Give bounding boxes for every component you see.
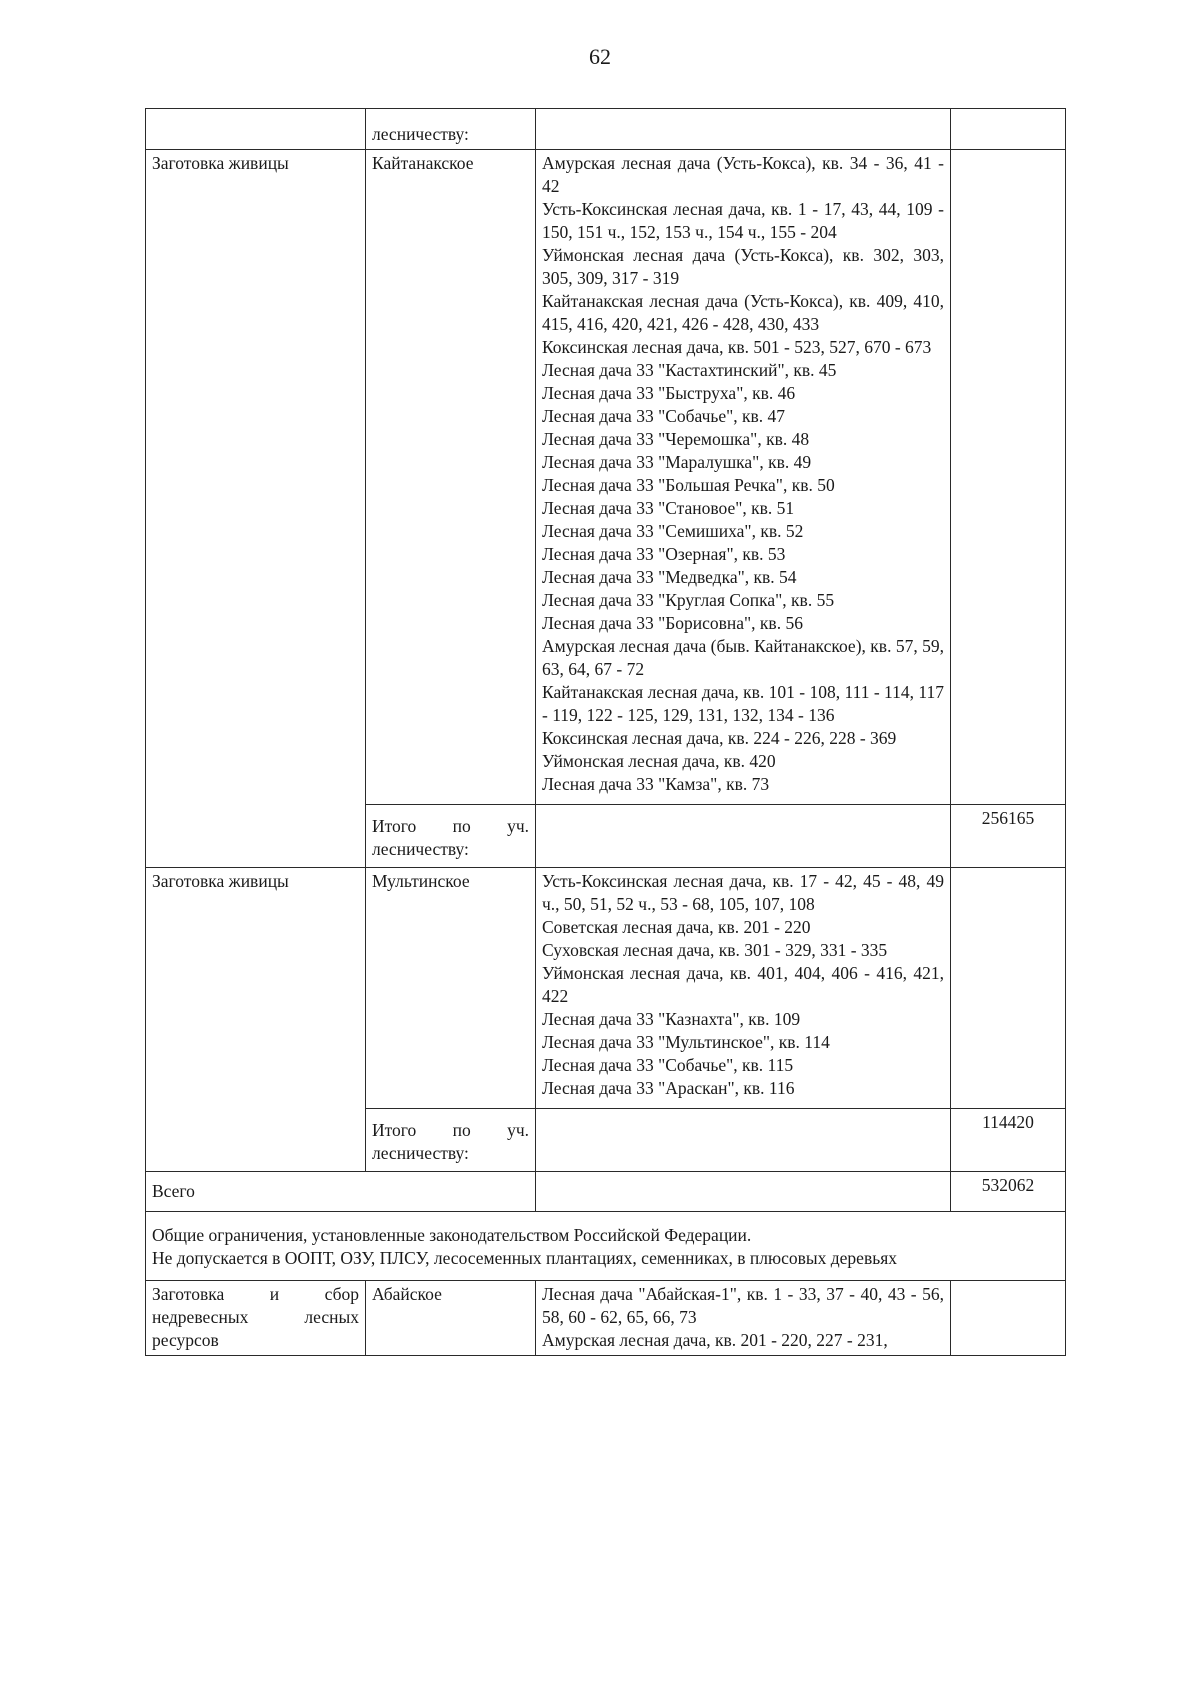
district-cell [366, 109, 536, 150]
grand-total-value: 532062 [981, 1175, 1035, 1195]
subtotal-label-cell [366, 1109, 536, 1172]
forest-use-table [145, 108, 1066, 1356]
location-item: Уймонская лесная дача, кв. 401, 404, 406 - 416, 421, 422 [542, 963, 944, 1006]
location-item: Лесная дача 33 "Мультинское", кв. 114 [542, 1032, 830, 1052]
volume-cell-empty [951, 150, 1066, 805]
volume-cell-empty [951, 109, 1066, 150]
location-item: Лесная дача 33 "Становое", кв. 51 [542, 498, 795, 518]
district-cell [366, 868, 536, 1109]
activity-cell [146, 150, 366, 868]
location-item: Советская лесная дача, кв. 201 - 220 [542, 917, 811, 937]
subtotal-label-line1: Итого по уч. [372, 1120, 529, 1140]
location-item: Суховская лесная дача, кв. 301 - 329, 331 - 335 [542, 940, 888, 960]
location-item: Уймонская лесная дача (Усть-Кокса), кв. 302, 303, 305, 309, 317 - 319 [542, 245, 944, 288]
restrictions-line: Общие ограничения, установленные законодательством Российской Федерации. [152, 1225, 752, 1245]
location-item: Кайтанакская лесная дача (Усть-Кокса), кв. 409, 410, 415, 416, 420, 421, 426 - 428, 430, 433 [542, 291, 944, 334]
district-label: лесничеству: [372, 124, 469, 144]
district-label: Абайское [372, 1284, 442, 1304]
location-item: Коксинская лесная дача, кв. 501 - 523, 527, 670 - 673 [542, 337, 932, 357]
locations-cell-empty [536, 109, 951, 150]
page-number: 62 [589, 44, 611, 69]
table-row-restrictions [146, 1212, 1066, 1281]
activity-cell [146, 868, 366, 1172]
location-item: Усть-Коксинская лесная дача, кв. 1 - 17, 43, 44, 109 - 150, 151 ч., 152, 153 ч., 154 ч., 155 - 204 [542, 199, 944, 242]
volume-cell-empty [951, 1281, 1066, 1356]
location-item: Лесная дача 33 "Араскан", кв. 116 [542, 1078, 795, 1098]
location-item: Лесная дача 33 "Большая Речка", кв. 50 [542, 475, 835, 495]
subtotal-label-line1: Итого по уч. [372, 816, 529, 836]
location-item: Лесная дача 33 "Черемошка", кв. 48 [542, 429, 810, 449]
subtotal-label-line2: лесничеству: [372, 1143, 469, 1163]
location-item: Лесная дача 33 "Борисовна", кв. 56 [542, 613, 803, 633]
location-item: Амурская лесная дача, кв. 201 - 220, 227 - 231, [542, 1330, 888, 1350]
table-row-grand-total [146, 1172, 1066, 1212]
district-label: Мультинское [372, 871, 470, 891]
grand-total-label-cell [146, 1172, 536, 1212]
location-item: Лесная дача 33 "Медведка", кв. 54 [542, 567, 797, 587]
subtotal-value-cell [951, 805, 1066, 868]
subtotal-label-line2: лесничеству: [372, 839, 469, 859]
table-row-kaitanak [146, 150, 1066, 805]
location-item: Кайтанакская лесная дача, кв. 101 - 108, 111 - 114, 117 - 119, 122 - 125, 129, 131, 132, 134 - 136 [542, 682, 944, 725]
location-item: Лесная дача 33 "Собачье", кв. 47 [542, 406, 786, 426]
restrictions-line: Не допускается в ООПТ, ОЗУ, ПЛСУ, лесосеменных плантациях, семенниках, в плюсовых деревьях [152, 1248, 897, 1268]
restrictions-cell [146, 1212, 1066, 1281]
location-item: Лесная дача 33 "Камза", кв. 73 [542, 774, 770, 794]
location-item: Лесная дача 33 "Круглая Сопка", кв. 55 [542, 590, 835, 610]
volume-cell-empty [951, 868, 1066, 1109]
location-item: Коксинская лесная дача, кв. 224 - 226, 228 - 369 [542, 728, 897, 748]
grand-total-value-cell [951, 1172, 1066, 1212]
district-label: Кайтанакское [372, 153, 474, 173]
activity-cell [146, 1281, 366, 1356]
subtotal-value-cell [951, 1109, 1066, 1172]
locations-cell [536, 1281, 951, 1356]
table-row-continuation [146, 109, 1066, 150]
table-row-abai [146, 1281, 1066, 1356]
location-item: Лесная дача 33 "Озерная", кв. 53 [542, 544, 786, 564]
location-item: Уймонская лесная дача, кв. 420 [542, 751, 776, 771]
activity-label: Заготовка и сбор недревесных лесных ресурсов [152, 1284, 359, 1350]
locations-cell-empty [536, 1172, 951, 1212]
locations-cell [536, 150, 951, 805]
location-item: Лесная дача 33 "Маралушка", кв. 49 [542, 452, 812, 472]
subtotal-value: 256165 [981, 808, 1035, 828]
location-item: Усть-Коксинская лесная дача, кв. 17 - 42, 45 - 48, 49 ч., 50, 51, 52 ч., 53 - 68, 105, 107, 108 [542, 871, 944, 914]
table-row-multa [146, 868, 1066, 1109]
location-item: Лесная дача 33 "Кастахтинский", кв. 45 [542, 360, 837, 380]
location-item: Лесная дача 33 "Семишиха", кв. 52 [542, 521, 804, 541]
location-item: Лесная дача 33 "Быструха", кв. 46 [542, 383, 796, 403]
grand-total-label: Всего [152, 1181, 195, 1201]
location-item: Лесная дача 33 "Собачье", кв. 115 [542, 1055, 794, 1075]
activity-cell-empty [146, 109, 366, 150]
district-cell [366, 1281, 536, 1356]
activity-label: Заготовка живицы [152, 871, 289, 891]
location-item: Лесная дача 33 "Казнахта", кв. 109 [542, 1009, 801, 1029]
location-item: Амурская лесная дача (быв. Кайтанакское), кв. 57, 59, 63, 64, 67 - 72 [542, 636, 944, 679]
locations-cell [536, 868, 951, 1109]
activity-label: Заготовка живицы [152, 153, 289, 173]
subtotal-value: 114420 [982, 1112, 1034, 1132]
location-item: Амурская лесная дача (Усть-Кокса), кв. 34 - 36, 41 - 42 [542, 153, 944, 196]
district-cell [366, 150, 536, 805]
locations-cell-empty [536, 805, 951, 868]
subtotal-label-cell [366, 805, 536, 868]
location-item: Лесная дача "Абайская-1", кв. 1 - 33, 37 - 40, 43 - 56, 58, 60 - 62, 65, 66, 73 [542, 1284, 944, 1327]
locations-cell-empty [536, 1109, 951, 1172]
